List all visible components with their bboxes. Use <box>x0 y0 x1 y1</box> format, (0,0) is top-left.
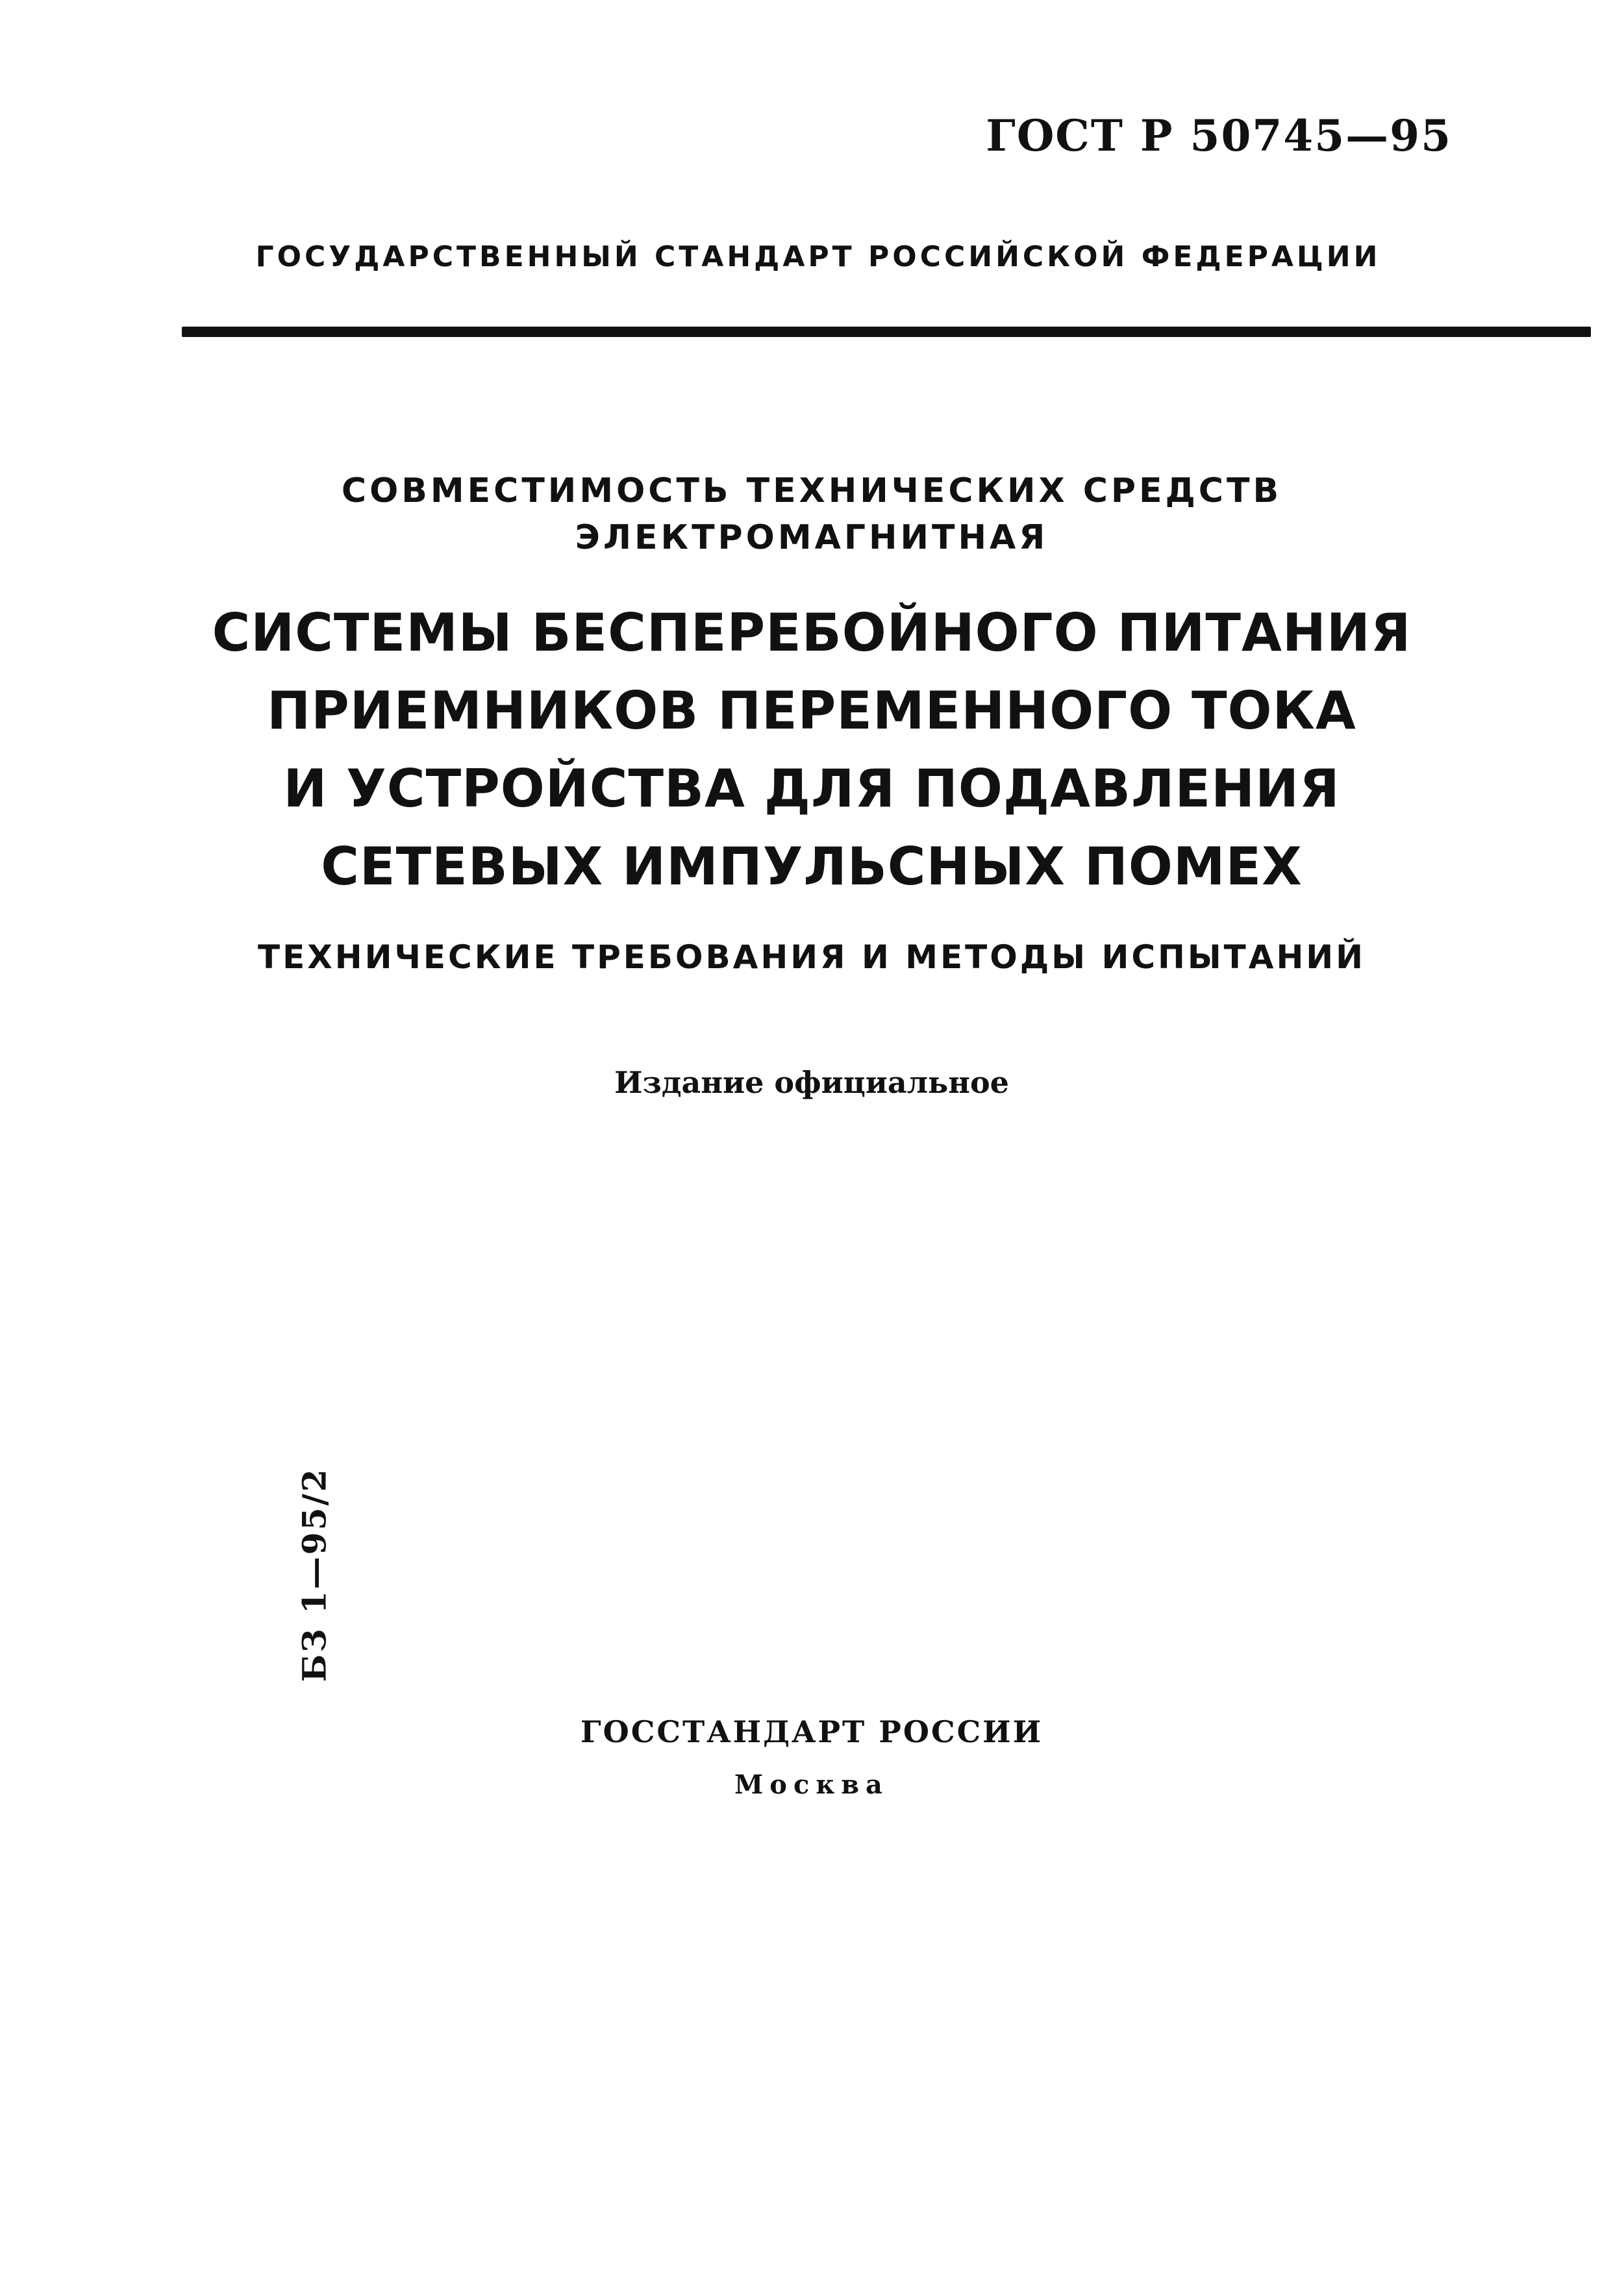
subject-line: ЭЛЕКТРОМАГНИТНАЯ <box>575 518 1049 557</box>
standard-designation: ГОСТ Р 50745—95 <box>986 110 1452 161</box>
subject-heading <box>162 468 1461 561</box>
publisher-name: ГОССТАНДАРТ РОССИИ <box>580 1714 1043 1749</box>
document-subtitle: ТЕХНИЧЕСКИЕ ТРЕБОВАНИЯ И МЕТОДЫ ИСПЫТАНИЙ <box>257 938 1366 976</box>
publisher-city: Москва <box>734 1769 889 1800</box>
header-divider <box>182 327 1591 337</box>
title-line: ПРИЕМНИКОВ ПЕРЕМЕННОГО ТОКА <box>267 681 1356 741</box>
document-title <box>162 594 1461 906</box>
title-line: СИСТЕМЫ БЕСПЕРЕБОЙНОГО ПИТАНИЯ <box>212 603 1412 663</box>
side-code-label: БЗ 1—95/2 <box>295 1467 334 1682</box>
edition-label: Издание официальное <box>614 1065 1009 1100</box>
subject-line: СОВМЕСТИМОСТЬ ТЕХНИЧЕСКИХ СРЕДСТВ <box>341 471 1282 510</box>
title-line: И УСТРОЙСТВА ДЛЯ ПОДАВЛЕНИЯ <box>283 758 1340 819</box>
state-standard-heading: ГОСУДАРСТВЕННЫЙ СТАНДАРТ РОССИЙСКОЙ ФЕДЕРАЦИИ <box>255 240 1381 273</box>
title-line: СЕТЕВЫХ ИМПУЛЬСНЫХ ПОМЕХ <box>321 836 1303 897</box>
